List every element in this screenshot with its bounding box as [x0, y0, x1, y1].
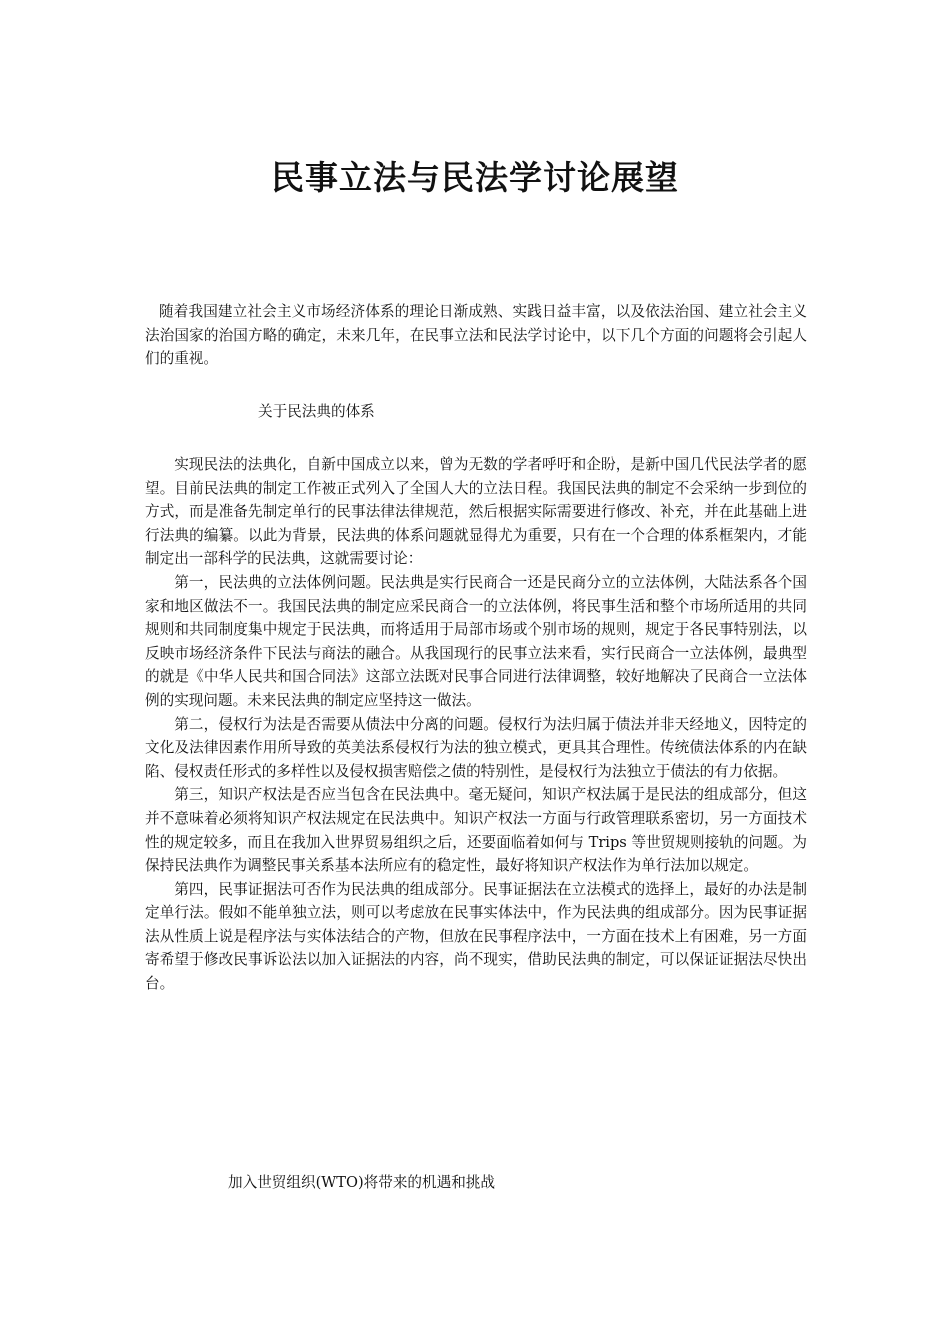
document-title: 民事立法与民法学讨论展望: [271, 158, 679, 197]
paragraph: 第一，民法典的立法体例问题。民法典是实行民商合一还是民商分立的立法体例，大陆法系各个国家和地区做法不一。我国民法典的制定应采民商合一的立法体例，将民事生活和整个市场所适用的共同规则和共同制度集中规定于民法典，而将适用于局部市场或个别市场的规则，规定于各民事特别法，以反映市场经济条件下民法与商法的融合。从我国现行的民事立法来看，实行民商合一立法体例，最典型的就是《中华人民共和国合同法》这部立法既对民事合同进行法律调整，较好地解决了民商合一立法体例的实现问题。未来民法典的制定应坚持这一做法。: [145, 573, 807, 709]
section-heading-wto: 加入世贸组织(WTO)将带来的机遇和挑战: [228, 1174, 495, 1191]
intro-paragraph: 随着我国建立社会主义市场经济体系的理论日渐成熟、实践日益丰富，以及依法治国、建立社会主义法治国家的治国方略的确定，未来几年，在民事立法和民法学讨论中，以下几个方面的问题将会引起人们的重视。: [145, 303, 807, 368]
paragraph: 第三，知识产权法是否应当包含在民法典中。毫无疑问，知识产权法属于是民法的组成部分，但这并不意味着必须将知识产权法规定在民法典中。知识产权法一方面与行政管理联系密切，另一方面技术性的规定较多，而且在我加入世界贸易组织之后，还要面临着如何与 Trips 等世贸规则接轨的问题。为保持民法典作为调整民事关系基本法所应有的稳定性，最好将知识产权法作为单行法加以规定。: [145, 786, 807, 875]
section-body-civil-code-system: [145, 453, 807, 996]
section-heading-civil-code-system: 关于民法典的体系: [258, 403, 375, 420]
paragraph: 实现民法的法典化，自新中国成立以来，曾为无数的学者呼吁和企盼，是新中国几代民法学者的愿望。目前民法典的制定工作被正式列入了全国人大的立法日程。我国民法典的制定不会采纳一步到位的方式，而是准备先制定单行的民事法律法律规范，然后根据实际需要进行修改、补充，并在此基础上进行法典的编纂。以此为背景，民法典的体系问题就显得尤为重要，只有在一个合理的体系框架内，才能制定出一部科学的民法典，这就需要讨论：: [145, 456, 807, 568]
paragraph: 第四，民事证据法可否作为民法典的组成部分。民事证据法在立法模式的选择上，最好的办法是制定单行法。假如不能单独立法，则可以考虑放在民事实体法中，作为民法典的组成部分。因为民事证据法从性质上说是程序法与实体法结合的产物，但放在民事程序法中，一方面在技术上有困难，另一方面寄希望于修改民事诉讼法以加入证据法的内容，尚不现实，借助民法典的制定，可以保证证据法尽快出台。: [145, 880, 807, 993]
paragraph: 第二，侵权行为法是否需要从债法中分离的问题。侵权行为法归属于债法并非天经地义，因特定的文化及法律因素作用所导致的英美法系侵权行为法的独立模式，更具其合理性。传统债法体系的内在缺陷、侵权责任形式的多样性以及侵权损害赔偿之债的特别性，是侵权行为法独立于债法的有力依据。: [145, 715, 807, 780]
